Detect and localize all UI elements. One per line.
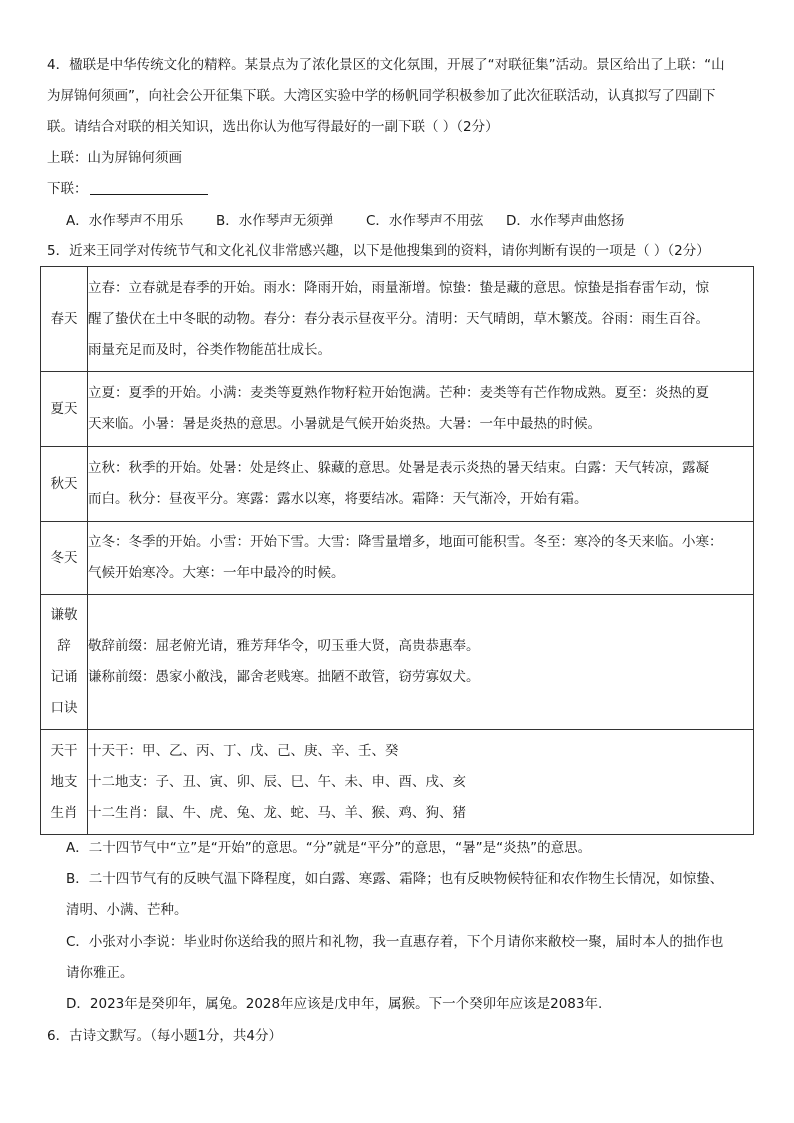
q4-line-3: 联。请结合对联的相关知识，选出你认为他写得最好的一副下联（ ）（2分） bbox=[47, 119, 499, 135]
q4-option-c[interactable]: C．水作琴声不用弦 bbox=[366, 213, 484, 229]
q4-option-b[interactable]: B．水作琴声无须弹 bbox=[216, 213, 334, 229]
table-row bbox=[41, 372, 754, 447]
label-line: 辞 bbox=[57, 638, 71, 654]
content-line: 气候开始寒冷。大寒：一年中最冷的时候。 bbox=[88, 565, 345, 581]
answer-blank[interactable] bbox=[90, 180, 208, 195]
label-line: 谦敬 bbox=[50, 607, 78, 623]
q4-line-1: 4．楹联是中华传统文化的精粹。某景点为了浓化景区的文化氛围，开展了“对联征集”活动。景区给出了上联：“山 bbox=[47, 57, 725, 73]
option-c-line-2: 请你雅正。 bbox=[66, 965, 134, 981]
question-5-stem: 5．近来王同学对传统节气和文化礼仪非常感兴趣，以下是他搜集到的资料，请你判断有误的一项是（ ）（2分） bbox=[47, 243, 710, 259]
option-b-line-1: B．二十四节气有的反映气温下降程度，如白露、寒露、霜降；也有反映物候特征和农作物生长情况，如惊蛰、 bbox=[66, 871, 724, 887]
row-label-stems bbox=[41, 730, 88, 835]
table-row bbox=[41, 522, 754, 595]
question-6-stem: 6．古诗文默写。（每小题1分，共4分） bbox=[47, 1028, 283, 1044]
upper-couplet: 上联：山为屏锦何须画 bbox=[47, 150, 182, 166]
lower-couplet-label: 下联： bbox=[47, 181, 88, 197]
content-line: 谦称前缀：愚家小敝浅，鄙舍老贱寒。拙陋不敢管，窃劳寡奴犬。 bbox=[88, 669, 480, 685]
content-line: 醒了蛰伏在土中冬眠的动物。春分：春分表示昼夜平分。清明：天气晴朗，草木繁茂。谷雨：雨生百谷。 bbox=[88, 310, 709, 327]
reference-table bbox=[40, 266, 754, 835]
q4-options bbox=[66, 206, 656, 237]
row-content-stems bbox=[88, 730, 754, 835]
label-line: 记诵 bbox=[50, 669, 78, 685]
option-b-line-2: 清明、小满、芒种。 bbox=[66, 902, 188, 918]
content-line: 天来临。小暑：暑是炎热的意思。小暑就是气候开始炎热。大暑：一年中最热的时候。 bbox=[88, 416, 601, 432]
option-c-line-1: C．小张对小李说：毕业时你送给我的照片和礼物，我一直惠存着，下个月请你来敝校一聚，届时本人的拙作也 bbox=[66, 934, 724, 950]
row-label-polite bbox=[41, 595, 88, 730]
table-row bbox=[41, 730, 754, 835]
content-line: 而白。秋分：昼夜平分。寒露：露水以寒，将要结冰。霜降：天气渐冷，开始有霜。 bbox=[88, 491, 588, 507]
q4-option-d[interactable]: D．水作琴声曲悠扬 bbox=[506, 213, 625, 229]
row-content-winter bbox=[88, 522, 754, 595]
lower-couplet-line bbox=[47, 174, 208, 205]
content-line: 立春：立春就是春季的开始。雨水：降雨开始，雨量渐增。惊蛰：蛰是藏的意思。惊蛰是指春雷乍动，惊 bbox=[88, 279, 709, 296]
question-4-stem bbox=[47, 50, 754, 143]
row-label-summer: 夏天 bbox=[41, 372, 88, 447]
table-row bbox=[41, 595, 754, 730]
q5-option-d[interactable]: D．2023年是癸卯年，属兔。2028年应该是戊申年，属猴。下一个癸卯年应该是2083年. bbox=[66, 996, 603, 1012]
content-line: 十二生肖：鼠、牛、虎、兔、龙、蛇、马、羊、猴、鸡、狗、猪 bbox=[88, 804, 466, 821]
row-label-winter: 冬天 bbox=[41, 522, 88, 595]
q5-option-b[interactable] bbox=[66, 864, 754, 926]
label-line: 天干 bbox=[50, 742, 78, 759]
table-row bbox=[41, 447, 754, 522]
row-label-autumn: 秋天 bbox=[41, 447, 88, 522]
row-content-spring bbox=[88, 267, 754, 372]
content-line: 十天干：甲、乙、丙、丁、戊、己、庚、辛、壬、癸 bbox=[88, 742, 399, 759]
content-line: 立冬：冬季的开始。小雪：开始下雪。大雪：降雪量增多，地面可能积雪。冬至：寒冷的冬天来临。小寒： bbox=[88, 534, 723, 550]
label-line: 口诀 bbox=[50, 700, 78, 716]
label-line: 地支 bbox=[50, 773, 78, 790]
table-row bbox=[41, 267, 754, 372]
q4-option-a[interactable]: A．水作琴声不用乐 bbox=[66, 213, 184, 229]
content-line: 敬辞前缀：屈老俯光请，雅芳拜华令，叨玉垂大贤，高贵恭惠奉。 bbox=[88, 638, 480, 654]
row-content-summer bbox=[88, 372, 754, 447]
content-line: 立夏：夏季的开始。小满：麦类等夏熟作物籽粒开始饱满。芒种：麦类等有芒作物成熟。夏至：炎热的夏 bbox=[88, 385, 709, 401]
content-line: 立秋：秋季的开始。处暑：处是终止、躲藏的意思。处暑是表示炎热的暑天结束。白露：天气转凉，露凝 bbox=[88, 460, 709, 476]
row-content-polite bbox=[88, 595, 754, 730]
row-label-spring: 春天 bbox=[41, 267, 88, 372]
label-line: 生肖 bbox=[50, 804, 78, 821]
content-line: 雨量充足而及时，谷类作物能茁壮成长。 bbox=[88, 341, 331, 358]
q5-option-c[interactable] bbox=[66, 927, 754, 989]
row-content-autumn bbox=[88, 447, 754, 522]
q4-line-2: 为屏锦何须画”，向社会公开征集下联。大湾区实验中学的杨帆同学积极参加了此次征联活动，认真拟写了四副下 bbox=[47, 88, 716, 104]
content-line: 十二地支：子、丑、寅、卯、辰、巳、午、未、申、酉、戌、亥 bbox=[88, 773, 466, 790]
q5-option-a[interactable]: A．二十四节气中“立”是“开始”的意思。“分”就是“平分”的意思，“暑”是“炎热”的意思。 bbox=[66, 840, 592, 856]
